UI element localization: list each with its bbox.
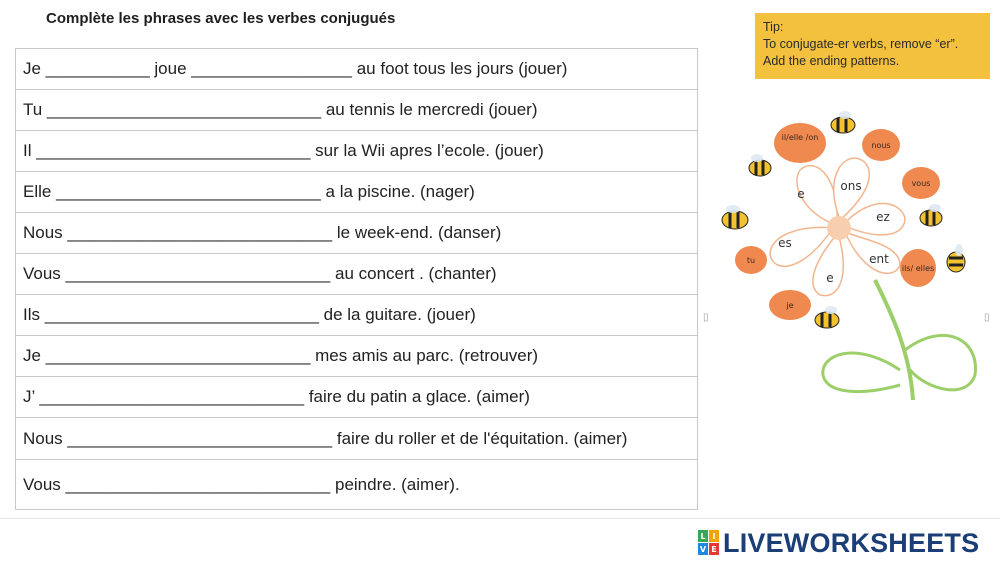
pronoun-label: il/elle /on	[781, 133, 819, 142]
resize-handle-right[interactable]: ▯	[984, 312, 990, 323]
sentence-row: Nous ____________________________ le week-end. (danser)	[16, 213, 697, 254]
tip-box	[755, 13, 990, 79]
petal-label: e	[797, 187, 805, 201]
liveworksheets-logo-icon	[698, 530, 720, 556]
tip-line: To conjugate-er verbs, remove “er”.	[763, 37, 959, 51]
sentence-row: Vous ____________________________ au concert . (chanter)	[16, 254, 697, 295]
sentence-row: Tu _____________________________ au tennis le mercredi (jouer)	[16, 90, 697, 131]
sentence-row: Elle ____________________________ a la piscine. (nager)	[16, 172, 697, 213]
bee-icon	[815, 306, 839, 328]
pronoun-label: je	[786, 301, 794, 310]
sentence-row: Nous ____________________________ faire du roller et de l'équitation. (aimer)	[16, 418, 697, 460]
flower-leaf	[905, 335, 975, 389]
svg-text:L: L	[700, 532, 706, 541]
petal-label: ent	[869, 252, 889, 266]
pronoun-label: tu	[746, 256, 756, 265]
sentence-row: Vous ____________________________ peindre. (aimer).	[23, 474, 460, 494]
verb-ending-flower	[705, 100, 995, 400]
svg-text:I: I	[712, 532, 716, 541]
svg-text:V: V	[699, 545, 707, 554]
flower-leaf	[823, 353, 900, 392]
tip-heading: Tip:	[763, 20, 784, 34]
pronoun-bubble	[774, 123, 826, 163]
bee-icon	[920, 204, 942, 226]
sentence-row: Je ____________________________ mes amis au parc. (retrouver)	[16, 336, 697, 377]
bee-icon	[749, 154, 771, 176]
petal-label: ons	[840, 179, 862, 193]
exercise-table	[15, 48, 698, 510]
tip-line: Add the ending patterns.	[763, 54, 900, 68]
bee-icon	[722, 205, 748, 229]
sentence-row: Je ___________ joue _________________ au foot tous les jours (jouer)	[16, 49, 697, 90]
sentence-row: Ils _____________________________ de la guitare. (jouer)	[16, 295, 697, 336]
petal-label: e	[826, 271, 834, 285]
sentence-row: J’ ____________________________ faire du patin a glace. (aimer)	[16, 377, 697, 418]
pronoun-label: vous	[911, 179, 931, 188]
brand-name: LIVEWORKSHEETS	[723, 527, 980, 558]
page-title: Complète les phrases avec les verbes conjugués	[46, 10, 396, 27]
pronoun-label: nous	[871, 141, 891, 150]
petal-label: es	[778, 236, 792, 250]
bee-icon	[831, 111, 855, 133]
liveworksheets-brand[interactable]	[698, 528, 979, 558]
footer-divider	[0, 518, 1000, 519]
resize-handle-left[interactable]: ▯	[703, 312, 709, 323]
pronoun-label: ils/ elles	[901, 264, 935, 273]
sentence-row: Il _____________________________ sur la Wii apres l’ecole. (jouer)	[16, 131, 697, 172]
svg-text:E: E	[711, 545, 717, 554]
flower-stem	[875, 280, 913, 400]
flower-center	[827, 216, 851, 240]
petal-label: ez	[876, 210, 890, 224]
bee-icon	[947, 244, 965, 272]
